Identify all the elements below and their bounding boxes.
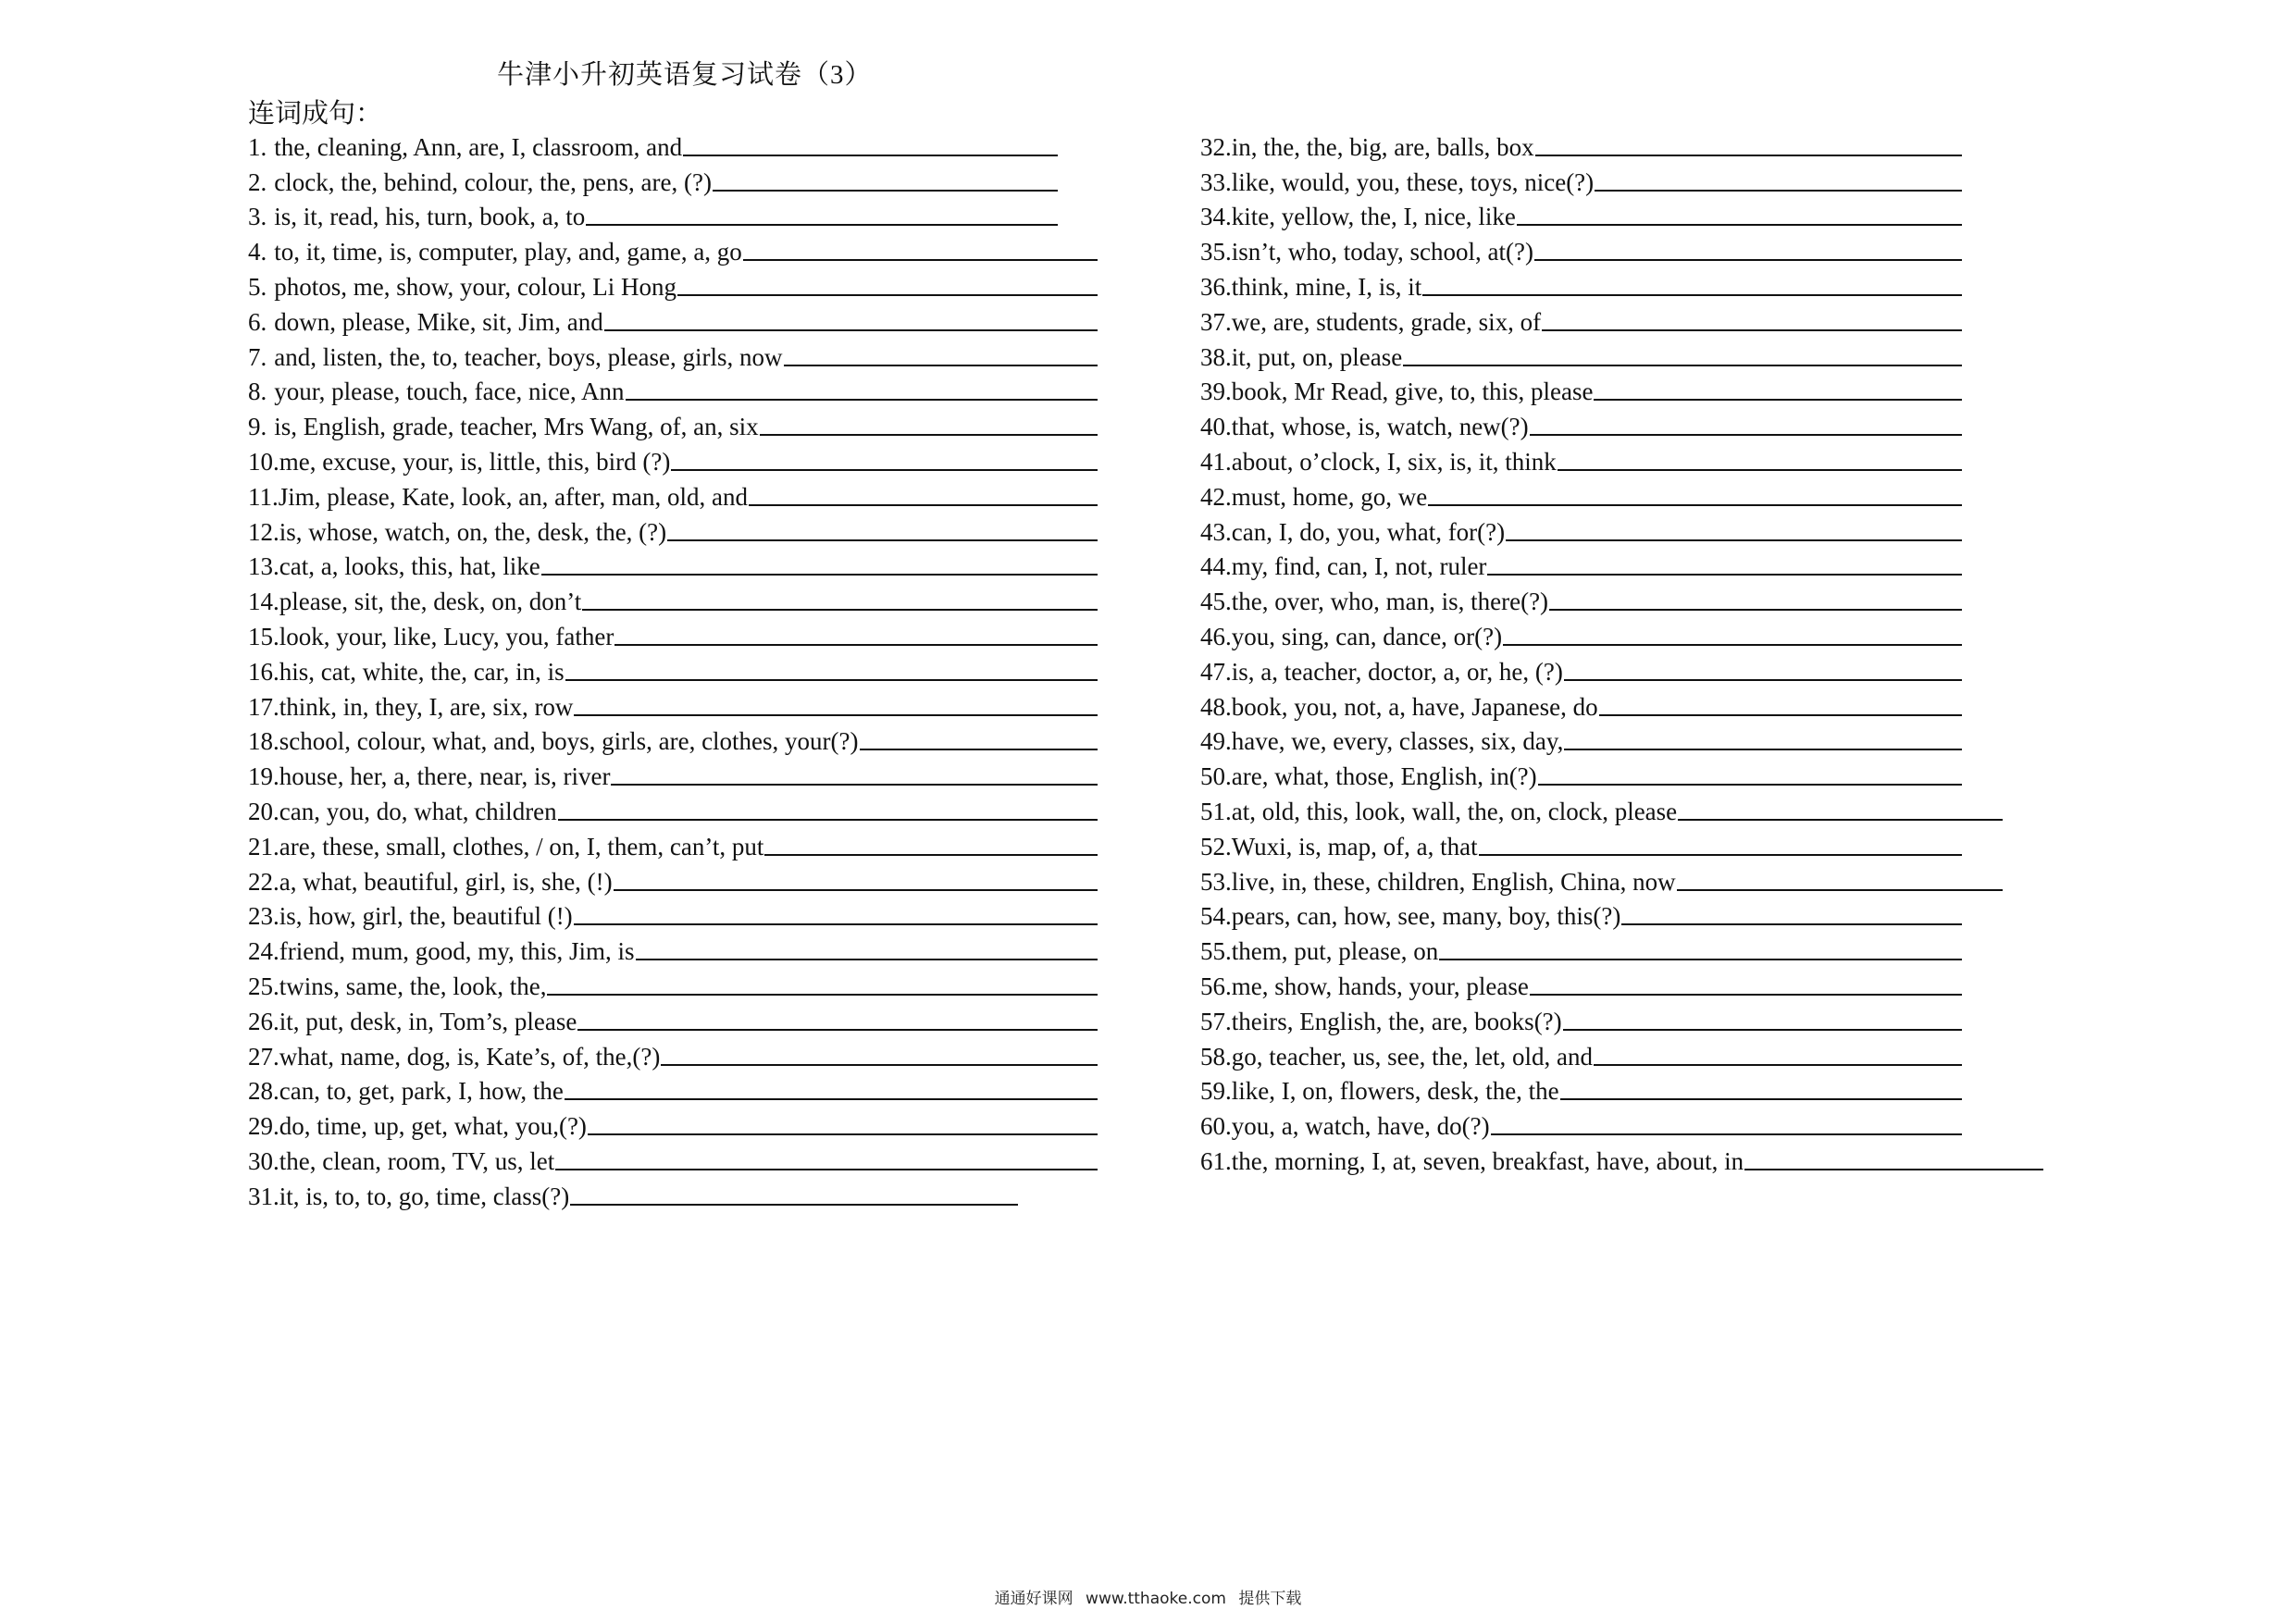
left-question-column [248, 127, 1098, 1211]
question-words: down, please, Mike, sit, Jim, and [274, 307, 603, 336]
question-number: 34. [1200, 203, 1232, 231]
question-number: 11. [248, 482, 279, 511]
question-words: we, are, students, grade, six, of [1231, 307, 1542, 336]
question-words: the, morning, I, at, seven, breakfast, have, about, in [1231, 1146, 1744, 1175]
question-item [1200, 266, 2043, 302]
question-number: 53. [1200, 867, 1232, 896]
question-words: about, o’clock, I, six, is, it, think [1231, 447, 1557, 476]
question-number: 60. [1200, 1112, 1232, 1141]
question-number: 55. [1200, 937, 1232, 966]
question-words: go, teacher, us, see, the, let, old, and [1231, 1042, 1594, 1071]
question-item [1200, 1001, 2043, 1036]
question-number: 10. [248, 447, 279, 476]
question-number: 39. [1200, 378, 1232, 406]
answer-blank-line[interactable] [1677, 889, 2003, 891]
question-number: 44. [1200, 552, 1232, 581]
question-number: 56. [1200, 972, 1232, 1000]
question-item [248, 1106, 1098, 1141]
question-words: the, clean, room, TV, us, let [279, 1146, 555, 1175]
answer-blank-line[interactable] [713, 190, 1058, 192]
question-number: 4. [248, 238, 267, 266]
question-words: can, I, do, you, what, for(?) [1231, 517, 1506, 546]
question-item [1200, 966, 2043, 1001]
question-number: 22. [248, 867, 279, 896]
answer-blank-line[interactable] [1530, 434, 1962, 436]
question-item [248, 861, 1098, 897]
question-number: 14. [248, 588, 279, 616]
question-number: 45. [1200, 588, 1232, 616]
question-number: 49. [1200, 727, 1232, 756]
answer-blank-line[interactable] [636, 959, 1098, 960]
question-item [1200, 1071, 2043, 1107]
question-words: think, mine, I, is, it [1231, 272, 1422, 301]
question-number: 51. [1200, 797, 1232, 825]
question-words: at, old, this, look, wall, the, on, clock, please [1231, 797, 1678, 825]
question-item [248, 406, 1098, 441]
answer-blank-line[interactable] [586, 224, 1058, 226]
question-item [1200, 302, 2043, 337]
question-item [1200, 162, 2043, 197]
question-item [248, 897, 1098, 932]
answer-blank-line[interactable] [1621, 923, 1962, 925]
question-number: 43. [1200, 517, 1232, 546]
answer-blank-line[interactable] [1542, 329, 1962, 331]
question-item [248, 966, 1098, 1001]
question-item [1200, 616, 2043, 651]
answer-blank-line[interactable] [1506, 539, 1962, 541]
question-number: 37. [1200, 307, 1232, 336]
question-number: 12. [248, 517, 279, 546]
answer-blank-line[interactable] [1403, 365, 1962, 366]
question-words: is, whose, watch, on, the, desk, the, (?) [279, 517, 667, 546]
question-number: 18. [248, 727, 279, 756]
question-number: 20. [248, 797, 279, 825]
question-number: 52. [1200, 832, 1232, 861]
question-item [1200, 581, 2043, 616]
question-item [248, 722, 1098, 757]
question-item [1200, 231, 2043, 266]
answer-blank-line[interactable] [1564, 679, 1962, 681]
question-number: 17. [248, 692, 279, 721]
question-item [1200, 1036, 2043, 1071]
question-item [1200, 441, 2043, 477]
answer-blank-line[interactable] [683, 155, 1058, 156]
question-words: have, we, every, classes, six, day, [1231, 727, 1564, 756]
question-item [1200, 897, 2043, 932]
question-number: 57. [1200, 1007, 1232, 1035]
question-words: is, how, girl, the, beautiful (!) [279, 902, 573, 931]
question-words: in, the, the, big, are, balls, box [1231, 132, 1534, 161]
question-item [1200, 756, 2043, 791]
answer-blank-line[interactable] [614, 889, 1098, 891]
question-words: you, sing, can, dance, or(?) [1231, 622, 1503, 650]
question-item [1200, 931, 2043, 966]
question-words: think, in, they, I, are, six, row [279, 692, 574, 721]
question-item [248, 1036, 1098, 1071]
question-number: 15. [248, 622, 279, 650]
question-number: 5. [248, 272, 267, 301]
question-words: must, home, go, we [1231, 482, 1428, 511]
answer-blank-line[interactable] [558, 819, 1098, 821]
question-number: 1. [248, 132, 267, 161]
answer-blank-line[interactable] [582, 609, 1098, 611]
question-number: 30. [248, 1146, 279, 1175]
question-item [248, 266, 1098, 302]
question-number: 2. [248, 167, 267, 196]
question-item [248, 1001, 1098, 1036]
answer-blank-line[interactable] [577, 1029, 1098, 1031]
question-words: please, sit, the, desk, on, don’t [279, 588, 582, 616]
question-number: 47. [1200, 657, 1232, 686]
question-item [1200, 127, 2043, 162]
question-item [1200, 861, 2043, 897]
question-item [248, 512, 1098, 547]
question-number: 59. [1200, 1077, 1232, 1106]
question-words: it, put, on, please [1231, 342, 1403, 371]
answer-blank-line[interactable] [1744, 1169, 2043, 1170]
question-number: 36. [1200, 272, 1232, 301]
question-words: you, a, watch, have, do(?) [1231, 1112, 1490, 1141]
answer-blank-line[interactable] [671, 469, 1098, 471]
answer-blank-line[interactable] [1594, 399, 1962, 401]
question-number: 33. [1200, 167, 1232, 196]
answer-blank-line[interactable] [1517, 224, 1962, 226]
question-words: do, time, up, get, what, you,(?) [279, 1112, 587, 1141]
answer-blank-line[interactable] [626, 399, 1098, 401]
answer-blank-line[interactable] [749, 504, 1098, 506]
question-words: to, it, time, is, computer, play, and, game, a, go [274, 238, 742, 266]
answer-blank-line[interactable] [760, 434, 1098, 436]
question-words: is, English, grade, teacher, Mrs Wang, of, an, six [274, 413, 759, 441]
question-number: 48. [1200, 692, 1232, 721]
question-words: live, in, these, children, English, China, now [1231, 867, 1676, 896]
answer-blank-line[interactable] [1558, 469, 1962, 471]
answer-blank-line[interactable] [574, 714, 1098, 716]
answer-blank-line[interactable] [1563, 1029, 1962, 1031]
answer-blank-line[interactable] [743, 259, 1098, 261]
question-item [1200, 687, 2043, 722]
question-words: twins, same, the, look, the, [279, 972, 547, 1000]
question-number: 23. [248, 902, 279, 931]
question-number: 54. [1200, 902, 1232, 931]
answer-blank-line[interactable] [570, 1204, 1018, 1206]
question-number: 7. [248, 342, 267, 371]
question-item [248, 547, 1098, 582]
answer-blank-line[interactable] [565, 679, 1098, 681]
question-item [1200, 406, 2043, 441]
question-number: 3. [248, 203, 267, 231]
answer-blank-line[interactable] [541, 574, 1098, 576]
answer-blank-line[interactable] [574, 923, 1098, 925]
question-words: clock, the, behind, colour, the, pens, are, (?) [274, 167, 712, 196]
footer [0, 1585, 2296, 1608]
answer-blank-line[interactable] [1439, 959, 1962, 960]
answer-blank-line[interactable] [1534, 259, 1962, 261]
question-words: book, Mr Read, give, to, this, please [1231, 378, 1594, 406]
answer-blank-line[interactable] [1491, 1133, 1962, 1135]
answer-blank-line[interactable] [1503, 644, 1962, 646]
question-item [248, 581, 1098, 616]
question-words: your, please, touch, face, nice, Ann [274, 378, 625, 406]
answer-blank-line[interactable] [764, 854, 1098, 856]
question-number: 35. [1200, 238, 1232, 266]
question-words: Wuxi, is, map, of, a, that [1231, 832, 1478, 861]
question-words: is, a, teacher, doctor, a, or, he, (?) [1231, 657, 1563, 686]
question-item [248, 162, 1098, 197]
question-words: school, colour, what, and, boys, girls, are, clothes, your(?) [279, 727, 859, 756]
answer-blank-line[interactable] [611, 784, 1098, 786]
question-item [248, 687, 1098, 722]
question-words: cat, a, looks, this, hat, like [279, 552, 540, 581]
question-words: isn’t, who, today, school, at(?) [1231, 238, 1533, 266]
answer-blank-line[interactable] [1487, 574, 1962, 576]
question-item [1200, 1106, 2043, 1141]
question-words: like, I, on, flowers, desk, the, the [1231, 1077, 1559, 1106]
question-words: it, is, to, to, go, time, class(?) [279, 1182, 570, 1210]
footer-url: www.tthaoke.com [1086, 1590, 1226, 1608]
question-words: house, her, a, there, near, is, river [279, 762, 611, 791]
question-item [1200, 197, 2043, 232]
question-words: that, whose, is, watch, new(?) [1231, 413, 1529, 441]
question-item [248, 616, 1098, 651]
question-item [248, 826, 1098, 861]
question-number: 40. [1200, 413, 1232, 441]
answer-blank-line[interactable] [1535, 155, 1962, 156]
answer-blank-line[interactable] [1599, 714, 1962, 716]
question-words: photos, me, show, your, colour, Li Hong [274, 272, 677, 301]
question-item [248, 791, 1098, 826]
answer-blank-line[interactable] [588, 1133, 1098, 1135]
answer-blank-line[interactable] [555, 1169, 1098, 1170]
answer-blank-line[interactable] [667, 539, 1098, 541]
answer-blank-line[interactable] [614, 644, 1098, 646]
question-item [248, 477, 1098, 512]
question-words: can, to, get, park, I, how, the [279, 1077, 564, 1106]
question-words: are, what, those, English, in(?) [1231, 762, 1537, 791]
question-words: my, find, can, I, not, ruler [1231, 552, 1487, 581]
page-title: 牛津小升初英语复习试卷（3） [497, 60, 873, 90]
question-item [1200, 1141, 2043, 1176]
question-words: look, your, like, Lucy, you, father [279, 622, 614, 650]
question-item [1200, 512, 2043, 547]
question-number: 41. [1200, 447, 1232, 476]
question-number: 8. [248, 378, 267, 406]
question-words: the, cleaning, Ann, are, I, classroom, and [274, 132, 683, 161]
question-words: book, you, not, a, have, Japanese, do [1231, 692, 1598, 721]
question-words: the, over, who, man, is, there(?) [1231, 588, 1549, 616]
question-words: them, put, please, on [1231, 937, 1439, 966]
question-number: 13. [248, 552, 279, 581]
question-item [1200, 477, 2043, 512]
answer-blank-line[interactable] [1560, 1098, 1962, 1100]
question-number: 25. [248, 972, 279, 1000]
question-words: friend, mum, good, my, this, Jim, is [279, 937, 635, 966]
question-number: 42. [1200, 482, 1232, 511]
question-item [1200, 791, 2043, 826]
question-number: 61. [1200, 1146, 1232, 1175]
question-number: 58. [1200, 1042, 1232, 1071]
question-item [248, 127, 1098, 162]
answer-blank-line[interactable] [1538, 784, 1962, 786]
question-item [248, 1071, 1098, 1107]
question-item [248, 441, 1098, 477]
answer-blank-line[interactable] [1549, 609, 1962, 611]
answer-blank-line[interactable] [1422, 294, 1962, 296]
answer-blank-line[interactable] [1564, 749, 1962, 750]
question-number: 50. [1200, 762, 1232, 791]
question-number: 19. [248, 762, 279, 791]
question-item [1200, 337, 2043, 372]
question-item [1200, 651, 2043, 687]
question-number: 9. [248, 413, 267, 441]
question-words: are, these, small, clothes, / on, I, them, can’t, put [279, 832, 764, 861]
question-number: 31. [248, 1182, 279, 1210]
answer-blank-line[interactable] [604, 329, 1098, 331]
answer-blank-line[interactable] [661, 1064, 1098, 1066]
question-number: 28. [248, 1077, 279, 1106]
question-words: can, you, do, what, children [279, 797, 557, 825]
footer-note: 提供下载 [1238, 1590, 1302, 1608]
question-words: me, excuse, your, is, little, this, bird (?) [279, 447, 671, 476]
answer-blank-line[interactable] [677, 294, 1098, 296]
question-item [248, 372, 1098, 407]
question-words: kite, yellow, the, I, nice, like [1231, 203, 1516, 231]
question-words: it, put, desk, in, Tom’s, please [279, 1007, 577, 1035]
question-words: like, would, you, these, toys, nice(?) [1231, 167, 1595, 196]
question-item [1200, 826, 2043, 861]
question-item [248, 231, 1098, 266]
question-words: Jim, please, Kate, look, an, after, man, old, and [278, 482, 749, 511]
question-item [1200, 547, 2043, 582]
question-item [248, 197, 1098, 232]
question-number: 21. [248, 832, 279, 861]
question-number: 26. [248, 1007, 279, 1035]
question-item [248, 931, 1098, 966]
question-item [248, 756, 1098, 791]
question-words: his, cat, white, the, car, in, is [279, 657, 565, 686]
footer-site-name: 通通好课网 [994, 1590, 1074, 1608]
question-item [248, 1176, 1098, 1211]
answer-blank-line[interactable] [1530, 994, 1962, 996]
answer-blank-line[interactable] [784, 365, 1098, 366]
question-words: theirs, English, the, are, books(?) [1231, 1007, 1562, 1035]
question-item [248, 337, 1098, 372]
section-label: 连词成句： [248, 99, 383, 129]
right-question-column [1200, 127, 2043, 1176]
question-words: a, what, beautiful, girl, is, she, (!) [279, 867, 613, 896]
answer-blank-line[interactable] [547, 994, 1098, 996]
question-number: 6. [248, 307, 267, 336]
question-item [248, 302, 1098, 337]
question-number: 29. [248, 1112, 279, 1141]
question-number: 27. [248, 1042, 279, 1071]
question-item [1200, 722, 2043, 757]
question-number: 32. [1200, 132, 1232, 161]
question-item [248, 1141, 1098, 1176]
answer-blank-line[interactable] [1594, 1064, 1962, 1066]
question-item [1200, 372, 2043, 407]
question-number: 46. [1200, 622, 1232, 650]
question-words: is, it, read, his, turn, book, a, to [274, 203, 586, 231]
question-number: 24. [248, 937, 279, 966]
question-words: me, show, hands, your, please [1231, 972, 1529, 1000]
answer-blank-line[interactable] [1595, 190, 1962, 192]
answer-blank-line[interactable] [860, 749, 1098, 750]
question-words: pears, can, how, see, many, boy, this(?) [1231, 902, 1621, 931]
question-number: 16. [248, 657, 279, 686]
answer-blank-line[interactable] [1479, 854, 1962, 856]
answer-blank-line[interactable] [1428, 504, 1962, 506]
answer-blank-line[interactable] [565, 1098, 1098, 1100]
question-words: and, listen, the, to, teacher, boys, please, girls, now [274, 342, 783, 371]
question-item [248, 651, 1098, 687]
question-number: 38. [1200, 342, 1232, 371]
question-words: what, name, dog, is, Kate’s, of, the,(?) [279, 1042, 661, 1071]
answer-blank-line[interactable] [1678, 819, 2003, 821]
